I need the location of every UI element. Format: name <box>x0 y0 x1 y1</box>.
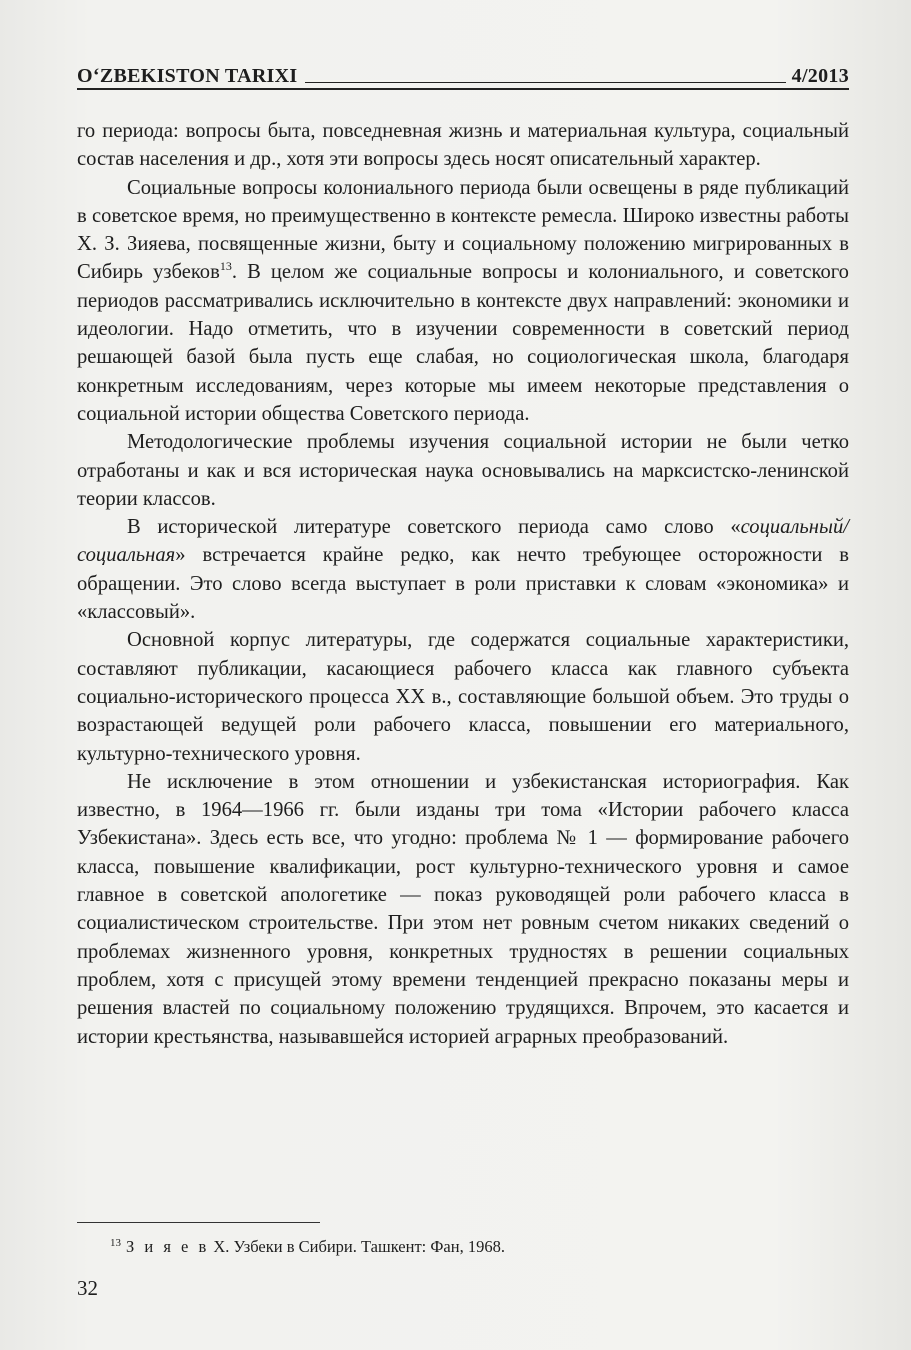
paragraph-1: го периода: вопросы быта, повседневная жизнь и материальная культура, социальный состав населения и др., хотя эти вопросы здесь носят описательный характер. <box>77 120 849 171</box>
paragraph-6: Не исключение в этом отношении и узбекистанская историография. Как известно, в 1964—1966 гг. были изданы три тома «Истории рабочего класса Узбекистана». Здесь есть все, что угодно: проблема № 1 — формирование рабочего класса, повышение квалификации, рост культурно-технического уровня и самое главное в советской апологетике — показ руководящей роли рабочего класса в социалистическом строительстве. При этом нет ровным счетом никаких сведений о проблемах жизненного уровня, конкретных трудностях в решении социальных проблем, хотя с присущей этому времени тенденцией прекрасно показаны меры и решения властей по социальному положению трудящихся. Впрочем, это касается и истории крестьянства, называвшейся историей аграрных преобразований. <box>77 770 849 1048</box>
article-body <box>77 117 849 1051</box>
running-header <box>77 58 849 88</box>
footnote <box>110 1236 505 1258</box>
footnote-number: 13 <box>110 1236 121 1249</box>
header-underline <box>77 88 849 90</box>
page-number: 32 <box>77 1276 98 1300</box>
issue-number: 4/2013 <box>791 65 849 87</box>
footnote-text: Х. Узбеки в Сибири. Ташкент: Фан, 1968. <box>213 1237 505 1256</box>
italic-term: социальный/социальная <box>77 516 849 567</box>
footnote-separator <box>77 1222 320 1223</box>
journal-title: O‘ZBEKISTON TARIXI <box>77 65 298 87</box>
paragraph-4: В исторической литературе советского периода само слово «социальный/социальная» встречается крайне редко, как нечто требующее осторожности в обращении. Это слово всегда выступает в роли приставки к словам «экономика» и «классовый». <box>77 516 849 624</box>
paragraph-5: Основной корпус литературы, где содержатся социальные характеристики, составляют публикации, касающиеся рабочего класса как главного субъекта социально-исторического процесса XX в., составляющие большой объем. Это труды о возрастающей ведущей роли рабочего класса, повышении его материального, культурно-технического уровня. <box>77 629 849 765</box>
paragraph-3: Методологические проблемы изучения социальной истории не были четко отработаны и как и вся историческая наука основывались на марксистско-ленинской теории классов. <box>77 431 849 510</box>
paragraph-2: Социальные вопросы колониального периода были освещены в ряде публикаций в советское время, но преимущественно в контексте ремесла. Широко известны работы Х. З. Зияева, посвященные жизни, быту и социальному положению мигрированных в Сибирь узбеков$^{13}$. В целом же социальные вопросы и колониального, и советского периодов рассматривались исключительно в контексте двух направлений: экономики и идеологии. Надо отметить, что в изучении современности в советский период решающей базой была пусть еще слабая, но социологическая школа, благодаря конкретным исследованиям, через которые мы имеем некоторые представления о социальной истории общества Советского периода. <box>77 176 849 425</box>
header-rule <box>305 82 785 83</box>
footnote-ref: 13 <box>219 259 232 274</box>
footnote-author: З и я е в <box>126 1237 210 1256</box>
